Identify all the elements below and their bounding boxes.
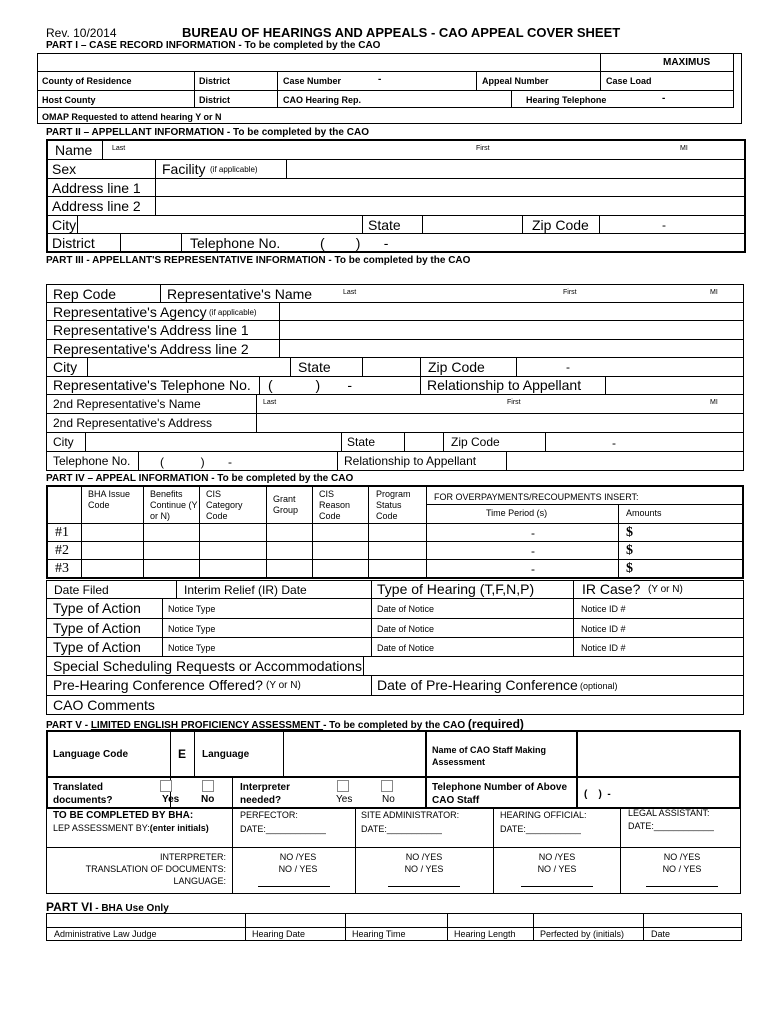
noyes2: NO / YES [278, 864, 318, 874]
rep-name-label: Representative's Name [167, 286, 313, 302]
notice-id-label: Notice ID # [581, 624, 626, 634]
rep2-zip-label: Zip Code [451, 435, 500, 449]
special-scheduling-label: Special Scheduling Requests or Accommodations [53, 658, 362, 674]
notice-id-label: Notice ID # [581, 643, 626, 653]
perfector-label: PERFECTOR: [240, 810, 298, 820]
part4-title: PART IV – APPEAL INFORMATION - To be completed by the CAO [46, 473, 354, 484]
interpreter-label: INTERPRETER: [159, 852, 226, 862]
translated-yes-checkbox[interactable] [160, 780, 172, 792]
rep-code-label: Rep Code [53, 286, 117, 302]
staff-name-label: Name of CAO Staff Making Assessment [432, 745, 547, 767]
hearing-official-label: HEARING OFFICIAL: [500, 810, 587, 820]
col-hearing-date: Hearing Date [252, 929, 306, 939]
dash: - [612, 436, 616, 450]
lep-label: LEP ASSESSMENT BY:(enter initials) [53, 823, 209, 833]
noyes: NO /YES [405, 852, 443, 862]
time-period-label: Time Period (s) [486, 508, 548, 518]
perfector-date: DATE:____________ [240, 824, 326, 834]
district-label-3: District [52, 235, 95, 251]
yn-note: (Y or N) [648, 584, 683, 595]
noyes2: NO / YES [537, 864, 577, 874]
phone-format: ( ) - [320, 235, 389, 251]
noyes2: NO / YES [404, 864, 444, 874]
rep2-state-label: State [347, 435, 376, 449]
overpayments-label: FOR OVERPAYMENTS/RECOUPMENTS INSERT: [434, 492, 639, 502]
rep-agency-label: Representative's Agency [53, 304, 207, 320]
notice-type-label: Notice Type [168, 624, 216, 634]
interim-relief-label: Interim Relief (IR) Date [184, 583, 307, 597]
yes-label: Yes [336, 794, 353, 805]
col-hearing-time: Hearing Time [352, 929, 406, 939]
yn-note: (Y or N) [266, 680, 301, 691]
col-program-status: Program Status Code [376, 489, 411, 521]
state-label: State [368, 217, 401, 233]
col-perfected-by: Perfected by (initials) [540, 929, 625, 939]
staff-phone-format: ( ) - [584, 789, 611, 800]
date-notice-label: Date of Notice [377, 643, 435, 653]
prehearing-label: Pre-Hearing Conference Offered? [53, 677, 263, 693]
col-cis-reason: CIS Reason Code [319, 489, 351, 521]
noyes: NO /YES [538, 852, 576, 862]
rep2-phone-format: ( ) - [160, 455, 232, 469]
part5-title: PART V - LIMITED ENGLISH PROFICIENCY ASSESSMENT - To be completed by the CAO (required) [46, 717, 524, 731]
site-admin-label: SITE ADMINISTRATOR: [361, 810, 460, 820]
host-county-label: Host County [42, 95, 96, 105]
date-notice-label: Date of Notice [377, 604, 435, 614]
ir-case-label: IR Case? [582, 581, 641, 597]
dash: - [662, 93, 666, 104]
part2-title: PART II – APPELLANT INFORMATION - To be completed by the CAO [46, 127, 369, 138]
case-load-label: Case Load [606, 76, 652, 86]
district-label: District [199, 76, 231, 86]
noyes2: NO / YES [662, 864, 702, 874]
part6-title: PART VI - BHA Use Only [46, 900, 169, 914]
rep-address1-label: Representative's Address line 1 [53, 322, 249, 338]
first-label: First [507, 399, 521, 406]
date-filed-label: Date Filed [54, 583, 109, 597]
mi-label: MI [710, 289, 718, 296]
translation-label: TRANSLATION OF DOCUMENTS: [85, 864, 226, 874]
first-label: First [563, 289, 577, 296]
cao-comments-label: CAO Comments [53, 697, 155, 713]
dollar-sign: $ [626, 525, 633, 540]
type-action-1-label: Type of Action [53, 600, 141, 616]
col-cis-category: CIS Category Code [206, 489, 243, 521]
col-bha-issue: BHA Issue Code [88, 489, 131, 510]
rep-zip-label: Zip Code [428, 359, 485, 375]
appeal-number-label: Appeal Number [482, 76, 549, 86]
part3-title: PART III - APPELLANT'S REPRESENTATIVE INFORMATION - To be completed by the CAO [46, 255, 471, 266]
language-lbl: LANGUAGE: [173, 876, 226, 886]
notice-type-label: Notice Type [168, 643, 216, 653]
col-date: Date [651, 929, 671, 939]
rep-tel-label: Representative's Telephone No. [53, 377, 251, 393]
revision: Rev. 10/2014 [46, 26, 117, 40]
translated-label: Translated documents? [53, 782, 113, 806]
col-benefits: Benefits Continue (Y or N) [150, 489, 198, 521]
rep2-address-label: 2nd Representative's Address [53, 416, 213, 430]
interpreter-needed-label: Interpreter needed? [240, 782, 291, 806]
dollar-sign: $ [626, 561, 633, 576]
type-action-2-label: Type of Action [53, 620, 141, 636]
bha-label: TO BE COMPLETED BY BHA: [53, 810, 194, 821]
staff-tel-label: Telephone Number of Above CAO Staff [432, 782, 568, 806]
optional-note: (optional) [580, 681, 618, 691]
yes-label: Yes [162, 794, 180, 805]
rep-city-label: City [53, 359, 78, 375]
col-grant-group: Grant Group [273, 494, 299, 515]
omap-label: OMAP Requested to attend hearing Y or N [42, 112, 222, 122]
language-code-label: Language Code [53, 749, 129, 760]
mi-label: MI [680, 145, 688, 152]
facility-note: (if applicable) [210, 165, 258, 174]
legal-assistant-label: LEGAL ASSISTANT: [628, 808, 710, 818]
rep2-tel-label: Telephone No. [53, 454, 131, 468]
rep2-city-label: City [53, 435, 74, 449]
no-label: No [382, 794, 395, 805]
dash: - [566, 360, 570, 374]
dash: - [531, 544, 535, 558]
hearing-tel-label: Hearing Telephone [526, 95, 607, 105]
prehearing-date-label: Date of Pre-Hearing Conference [377, 677, 578, 693]
name-label: Name [55, 142, 93, 158]
sex-label: Sex [52, 161, 77, 177]
city-label: City [52, 217, 77, 233]
case-number-label: Case Number [283, 76, 342, 86]
col-alj: Administrative Law Judge [54, 929, 157, 939]
interpreter-no-checkbox[interactable] [381, 780, 393, 792]
address1-label: Address line 1 [52, 180, 141, 196]
notice-id-label: Notice ID # [581, 604, 626, 614]
translated-no-checkbox[interactable] [202, 780, 214, 792]
interpreter-yes-checkbox[interactable] [337, 780, 349, 792]
e-label: E [178, 747, 187, 761]
rep2-name-label: 2nd Representative's Name [53, 397, 201, 411]
rep-phone-format: ( ) - [268, 377, 352, 393]
row-1-label: #1 [55, 525, 69, 540]
zip-label: Zip Code [532, 217, 589, 233]
dash: - [378, 74, 382, 85]
rep-state-label: State [298, 359, 331, 375]
rep-agency-note: (if applicable) [209, 308, 257, 317]
notice-type-label: Notice Type [168, 604, 216, 614]
mi-label: MI [710, 399, 718, 406]
noyes: NO /YES [279, 852, 317, 862]
first-label: First [476, 145, 490, 152]
hearing-official-date: DATE:___________ [500, 824, 581, 834]
last-label: Last [263, 399, 277, 406]
legal-assistant-date: DATE:____________ [628, 821, 714, 831]
rep2-relationship-label: Relationship to Appellant [344, 454, 477, 468]
rep-relationship-label: Relationship to Appellant [427, 377, 582, 393]
district-label-2: District [199, 95, 231, 105]
telephone-label: Telephone No. [190, 235, 281, 251]
date-notice-label: Date of Notice [377, 624, 435, 634]
page-title: BUREAU OF HEARINGS AND APPEALS - CAO APPEAL COVER SHEET [182, 25, 621, 40]
language-label: Language [202, 749, 250, 760]
type-action-3-label: Type of Action [53, 639, 141, 655]
noyes: NO /YES [663, 852, 701, 862]
maximus-label: MAXIMUS [663, 57, 711, 68]
amounts-label: Amounts [626, 508, 662, 518]
last-label: Last [343, 289, 357, 296]
part1-title: PART I – CASE RECORD INFORMATION - To be completed by the CAO [46, 40, 381, 51]
row-3-label: #3 [55, 561, 69, 576]
no-label: No [201, 794, 215, 805]
rep-address2-label: Representative's Address line 2 [53, 341, 249, 357]
type-hearing-label: Type of Hearing (T,F,N,P) [377, 581, 535, 597]
address2-label: Address line 2 [52, 198, 141, 214]
row-2-label: #2 [55, 543, 69, 558]
site-admin-date: DATE:___________ [361, 824, 442, 834]
dollar-sign: $ [626, 543, 633, 558]
col-hearing-length: Hearing Length [454, 929, 516, 939]
dash: - [531, 562, 535, 576]
facility-label: Facility [162, 161, 206, 177]
county-label: County of Residence [42, 76, 132, 86]
dash: - [531, 526, 535, 540]
last-label: Last [112, 145, 126, 152]
cao-rep-label: CAO Hearing Rep. [283, 95, 362, 105]
dash: - [662, 218, 666, 232]
